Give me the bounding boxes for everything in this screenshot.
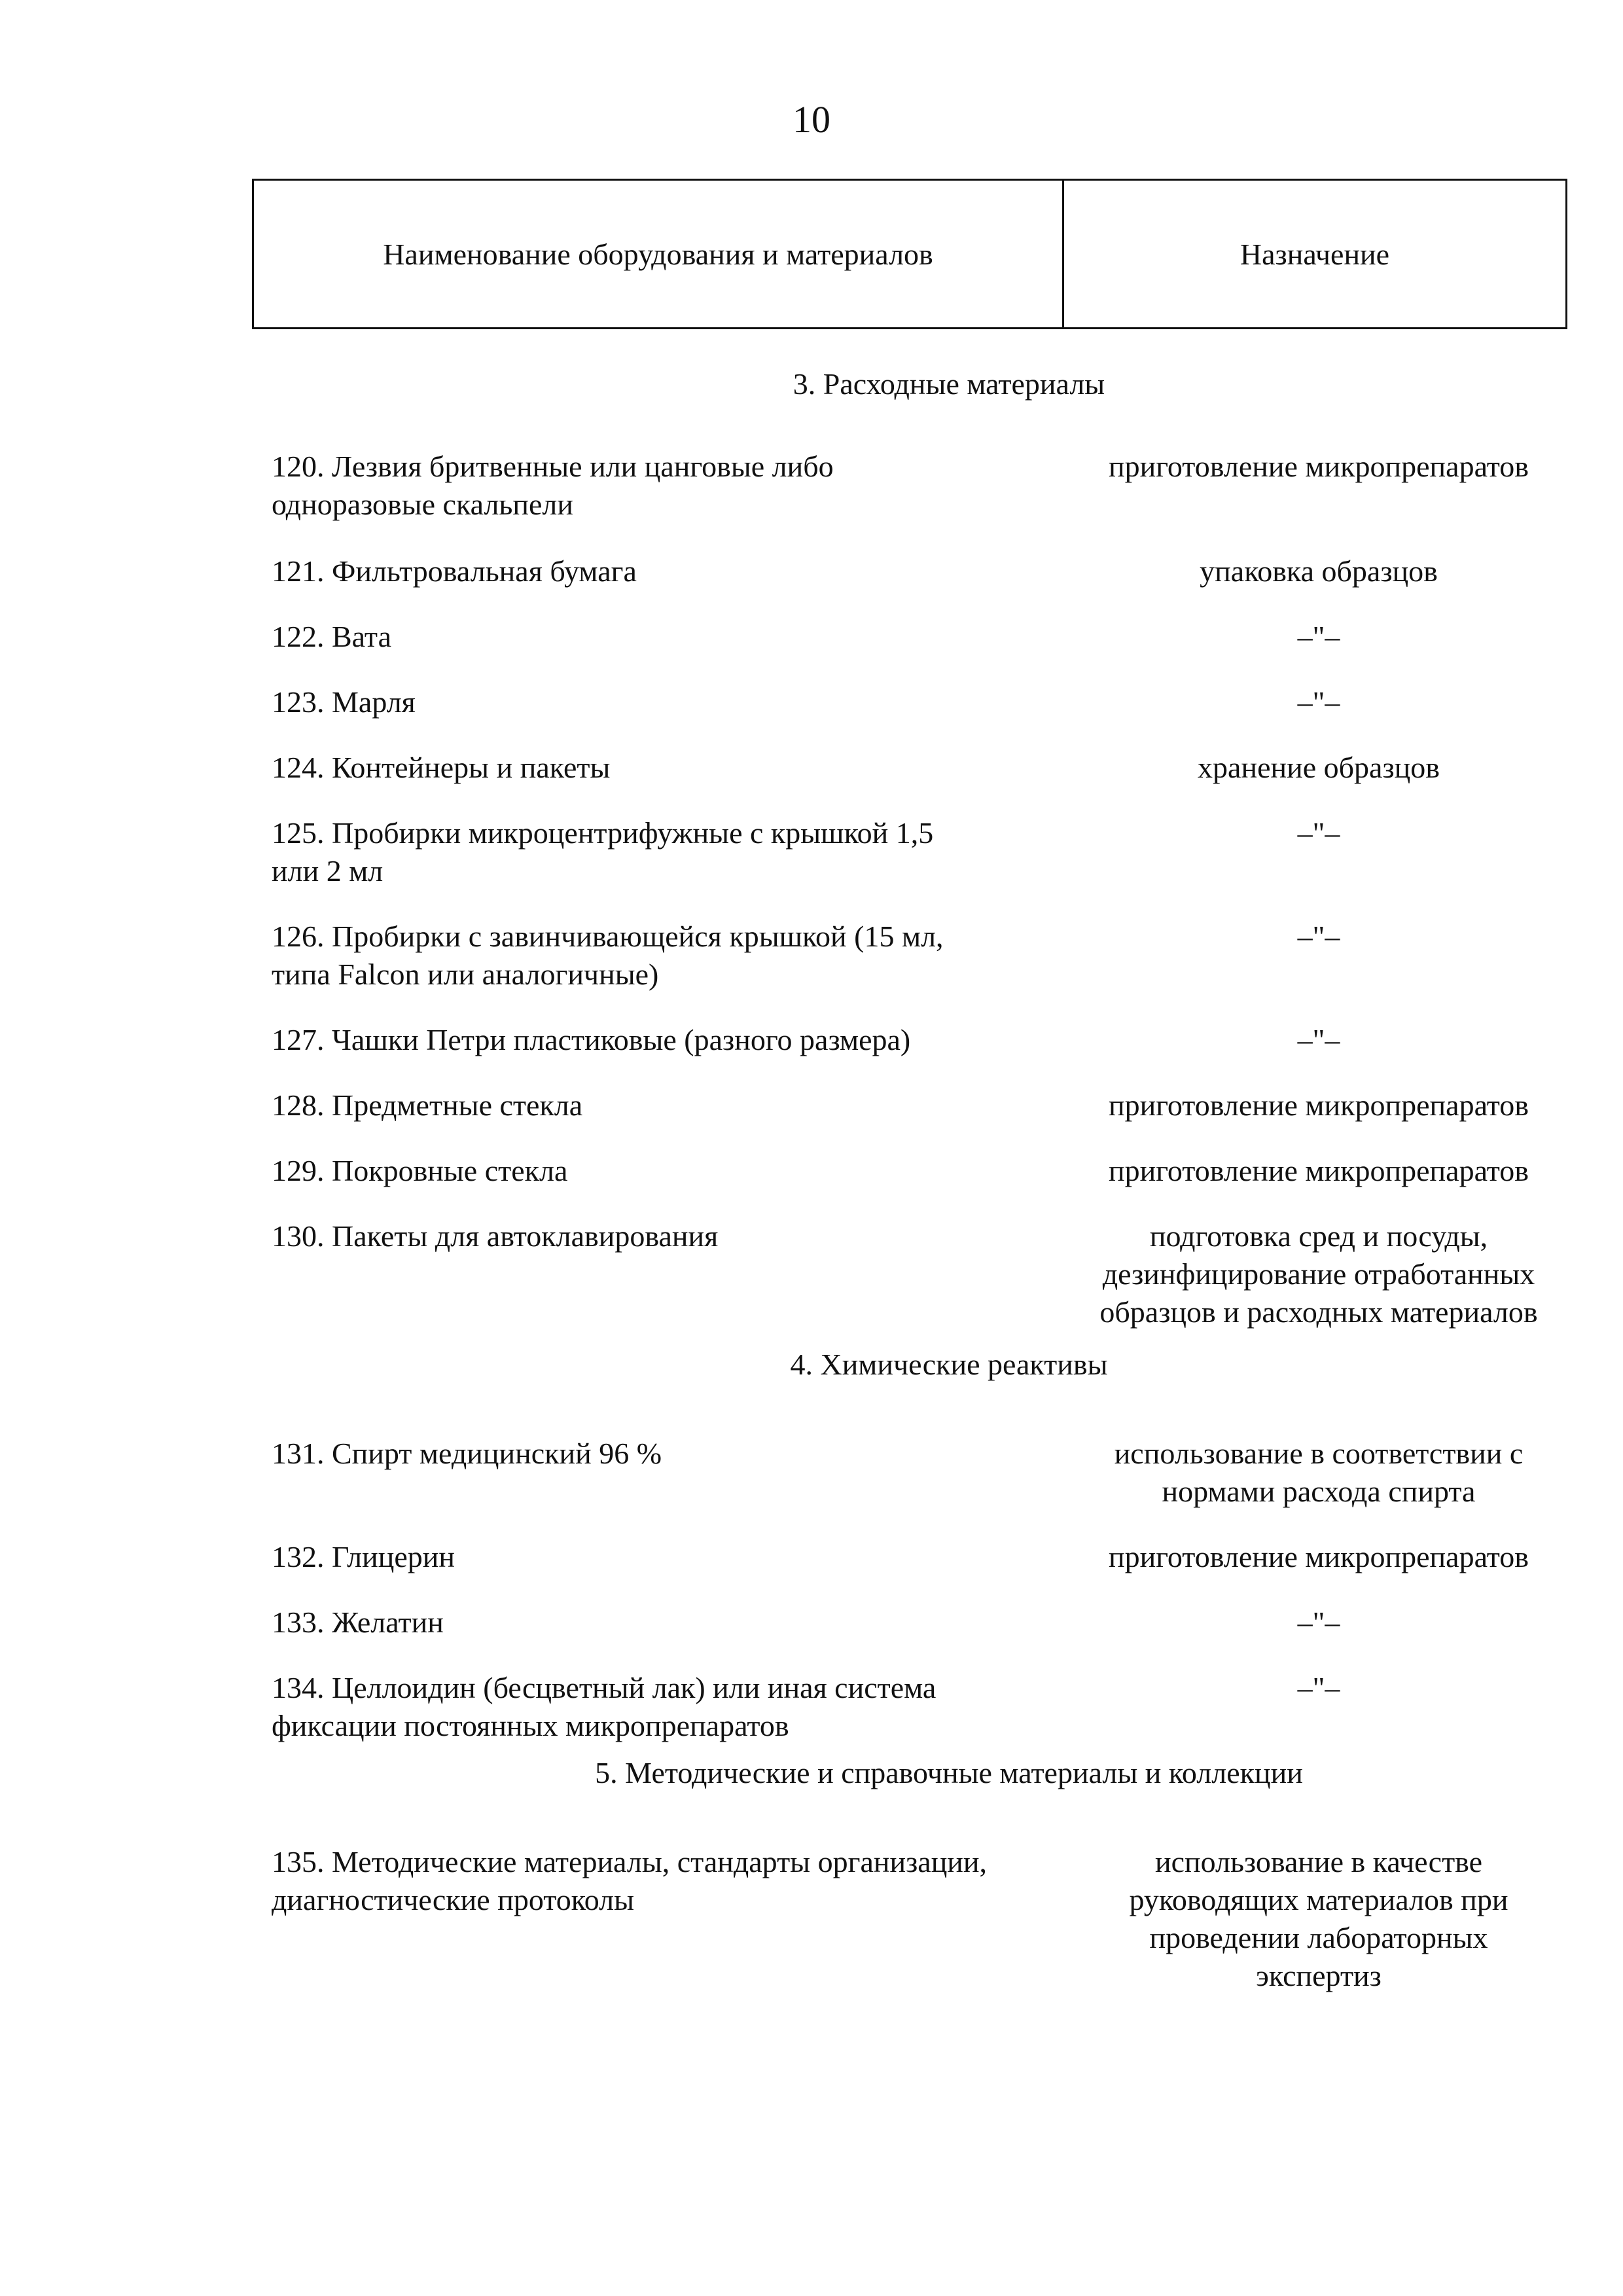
item-name: 129. Покровные стекла [272,1154,568,1187]
column-header-name: Наименование оборудования и материалов [254,181,1064,327]
table-row [272,1152,1554,1190]
page-number: 10 [793,98,830,141]
table-row [272,814,1554,890]
section-title: 5. Методические и справочные материалы и коллекции [595,1756,1303,1789]
item-name: 122. Вата [272,620,391,653]
item-name: 123. Марля [272,685,416,719]
item-name: 132. Глицерин [272,1540,455,1573]
item-name: 131. Спирт медицинский 96 % [272,1437,662,1470]
item-purpose: использование в качестве руководящих материалов при проведении лабораторных экспертиз [1129,1845,1508,1992]
item-name: 134. Целлоидин (бесцветный лак) или иная система фиксации постоянных микропрепаратов [272,1671,936,1742]
table-row [272,618,1554,656]
item-purpose: приготовление микропрепаратов [1108,450,1529,483]
table-row [272,1217,1554,1331]
table-row [272,1086,1554,1124]
table-row [272,1669,1554,1745]
item-purpose: –"– [1297,1605,1340,1639]
table-row [272,1843,1554,1995]
item-purpose: приготовление микропрепаратов [1108,1540,1529,1573]
item-purpose: –"– [1297,1671,1340,1704]
item-name: 133. Желатин [272,1605,444,1639]
table-row [272,683,1554,721]
item-name: 124. Контейнеры и пакеты [272,751,611,784]
table-row [272,1021,1554,1059]
table-row [272,1435,1554,1511]
column-header-purpose: Назначение [1240,237,1390,271]
item-name: 120. Лезвия бритвенные или цанговые либо одноразовые скальпели [272,450,834,521]
section-title: 3. Расходные материалы [793,367,1105,401]
item-purpose: упаковка образцов [1200,554,1438,588]
item-purpose: –"– [1297,1023,1340,1056]
item-name: 128. Предметные стекла [272,1088,583,1122]
table-row [272,448,1554,524]
item-purpose: приготовление микропрепаратов [1108,1154,1529,1187]
table-row [272,1538,1554,1576]
item-name: 121. Фильтровальная бумага [272,554,637,588]
item-purpose: приготовление микропрепаратов [1108,1088,1529,1122]
item-purpose: подготовка сред и посуды, дезинфицирование отработанных образцов и расходных материалов [1099,1219,1538,1329]
table-body [272,365,1554,2022]
item-purpose: –"– [1297,920,1340,953]
item-name: 127. Чашки Петри пластиковые (разного размера) [272,1023,911,1056]
table-row [272,552,1554,590]
item-name: 125. Пробирки микроцентрифужные с крышкой 1,5 или 2 мл [272,816,934,888]
item-purpose: –"– [1297,685,1340,719]
item-purpose: –"– [1297,620,1340,653]
item-purpose: использование в соответствии с нормами расхода спирта [1114,1437,1524,1508]
table-row [272,918,1554,994]
table-header [252,179,1567,329]
table-row [272,749,1554,787]
item-name: 135. Методические материалы, стандарты организации, диагностические протоколы [272,1845,988,1916]
item-name: 130. Пакеты для автоклавирования [272,1219,719,1253]
table-row [272,1604,1554,1641]
item-name: 126. Пробирки с завинчивающейся крышкой (15 мл, типа Falcon или аналогичные) [272,920,944,991]
item-purpose: –"– [1297,816,1340,850]
item-purpose: хранение образцов [1198,751,1440,784]
section-title: 4. Химические реактивы [790,1348,1108,1381]
